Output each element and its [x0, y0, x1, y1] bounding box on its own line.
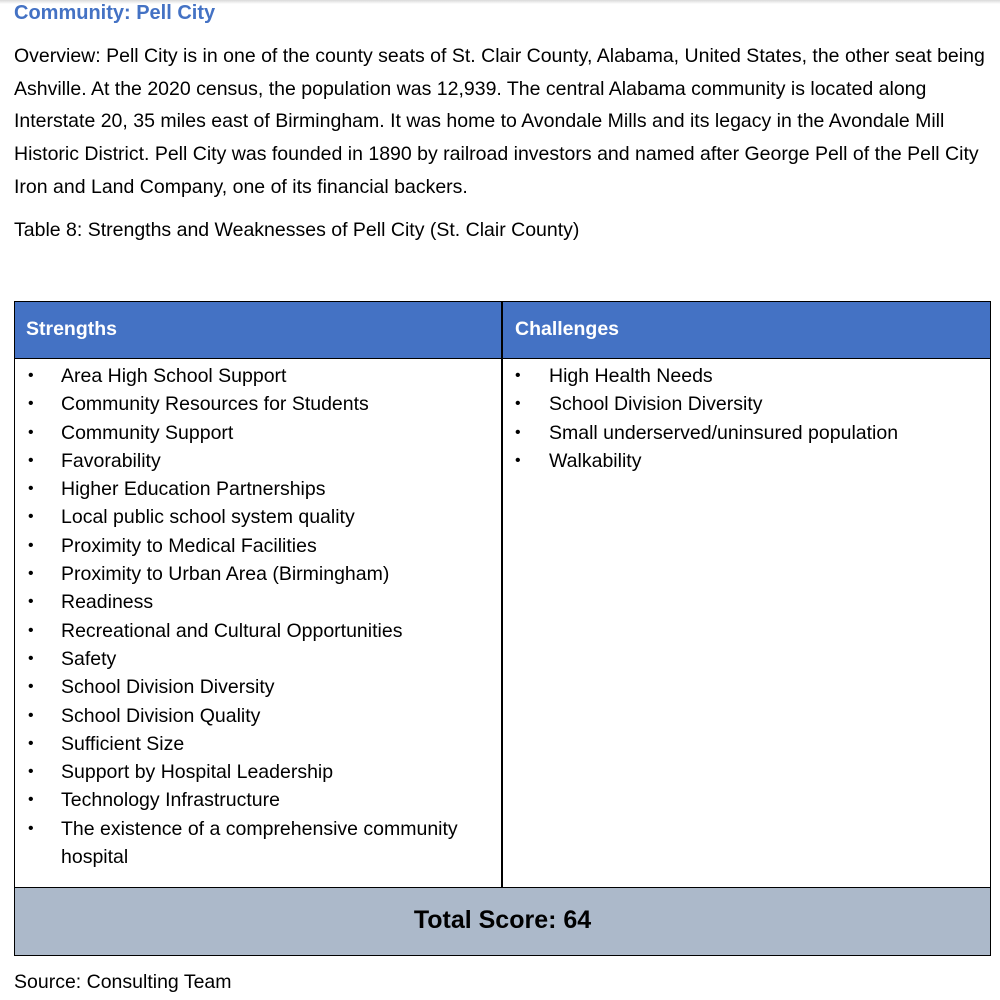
challenge-item-text: School Division Diversity [549, 393, 763, 416]
strength-item [15, 447, 501, 475]
strength-item [15, 588, 501, 616]
strength-item [15, 560, 501, 588]
bullet-icon: • [28, 565, 34, 583]
strength-item [15, 758, 501, 786]
total-score: Total Score: 64 [413, 906, 592, 934]
strength-item-text: Safety [61, 647, 117, 670]
challenges-list [503, 362, 989, 475]
challenge-item-text: Small underserved/uninsured population [549, 421, 899, 444]
strength-item-text: Community Resources for Students [61, 393, 369, 416]
bullet-icon: • [28, 791, 34, 809]
total-score-row [15, 887, 990, 955]
challenges-cell [503, 362, 989, 475]
strength-item-text: Sufficient Size [61, 732, 185, 755]
strength-item [15, 673, 501, 701]
bullet-icon: • [28, 706, 34, 724]
challenge-item-text: High Health Needs [549, 365, 713, 387]
source-note: Source: Consulting Team [14, 971, 232, 993]
strengths-challenges-table [14, 301, 991, 956]
bullet-icon: • [515, 423, 521, 441]
strength-item [15, 362, 501, 390]
strength-item-text: Community Support [61, 421, 234, 444]
strength-item-text: Favorability [61, 449, 161, 472]
strength-item-text: Readiness [61, 591, 154, 614]
bullet-icon: • [28, 451, 34, 469]
bullet-icon: • [28, 649, 34, 667]
strength-item-text: Recreational and Cultural Opportunities [61, 619, 403, 642]
bullet-icon: • [515, 395, 521, 413]
strength-item-text: Proximity to Urban Area (Birmingham) [61, 563, 390, 586]
strength-item-text: School Division Quality [61, 704, 261, 727]
bullet-icon: • [28, 819, 34, 837]
strengths-header: Strengths [26, 318, 118, 340]
challenge-item [503, 447, 989, 475]
page-heading: Community: Pell City [14, 2, 216, 24]
strength-item-text: The existence of a comprehensive community hospital [61, 817, 458, 869]
challenge-item [503, 419, 989, 447]
strength-item-text: Area High School Support [61, 365, 287, 387]
bullet-icon: • [28, 536, 34, 554]
bullet-icon: • [28, 763, 34, 781]
strength-item-text: Proximity to Medical Facilities [61, 534, 317, 557]
bullet-icon: • [28, 593, 34, 611]
bullet-icon: • [28, 480, 34, 498]
strength-item [15, 617, 501, 645]
bullet-icon: • [28, 423, 34, 441]
overview-paragraph: Overview: Pell City is in one of the county seats of St. Clair County, Alabama, United States, the other seat being Ashville. At the 2020 census, the population was 12,939. The central Alabama community is located along Interstate 20, 35 miles east of Birmingham. It was home to Avondale Mills and its legacy in the Avondale Mill Historic District. Pell City was founded in 1890 by railroad investors and named after George Pell of the Pell City Iron and Land Company, one of its financial backers. [14, 45, 985, 198]
bullet-icon: • [28, 508, 34, 526]
strength-item [15, 475, 501, 503]
bullet-icon: • [515, 451, 521, 469]
bullet-icon: • [28, 367, 34, 384]
challenge-item [503, 362, 989, 390]
challenge-item [503, 390, 989, 418]
strength-item [15, 702, 501, 730]
strength-item-text: School Division Diversity [61, 676, 275, 699]
strength-item [15, 419, 501, 447]
strength-item [15, 786, 501, 814]
strength-item-text: Support by Hospital Leadership [61, 761, 334, 784]
table-header-row [15, 302, 990, 359]
strengths-cell [15, 362, 501, 871]
strength-item [15, 532, 501, 560]
bullet-icon: • [28, 678, 34, 696]
strength-item [15, 730, 501, 758]
bullet-icon: • [28, 621, 34, 639]
strength-item-text: Local public school system quality [61, 506, 355, 529]
challenge-item-text: Walkability [549, 449, 642, 472]
strength-item-text: Higher Education Partnerships [61, 478, 326, 501]
strength-item [15, 815, 501, 872]
strength-item [15, 503, 501, 531]
strengths-list [15, 362, 501, 871]
challenges-header: Challenges [515, 318, 620, 340]
bullet-icon: • [28, 734, 34, 752]
bullet-icon: • [515, 367, 521, 384]
strength-item [15, 645, 501, 673]
table-caption: Table 8: Strengths and Weaknesses of Pell City (St. Clair County) [14, 219, 580, 241]
strength-item-text: Technology Infrastructure [61, 789, 280, 812]
bullet-icon: • [28, 395, 34, 413]
strength-item [15, 390, 501, 418]
